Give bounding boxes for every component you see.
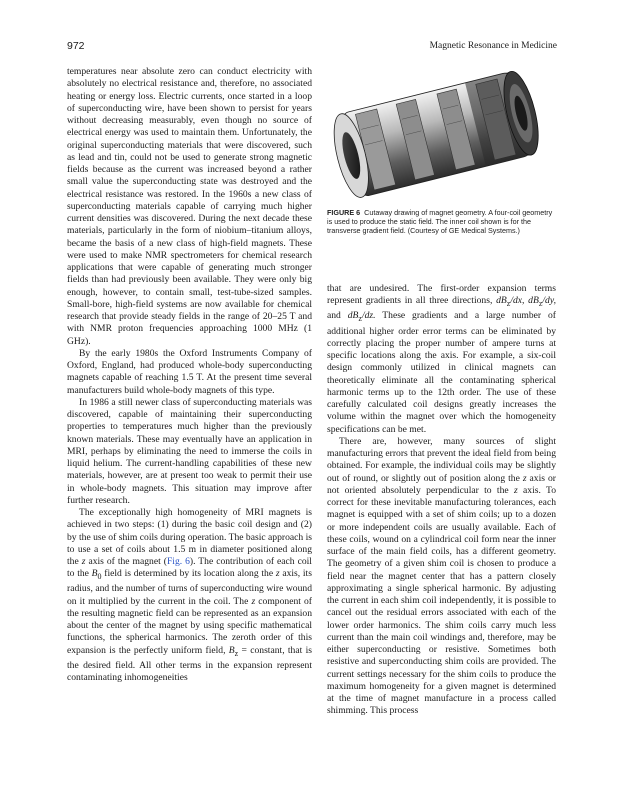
magnet-body bbox=[327, 68, 545, 201]
magnet-cutaway-figure bbox=[327, 60, 556, 205]
paragraph: In 1986 a still newer class of superconducting materials was discovered, capable of maintaining their superconducting properties to temperatures much higher than the previously known materials. These may eventually have an application in MRI, perhaps by eliminating the need to immerse the coils in liquid helium. The current-handling capabilities of these new materials, however, are at present too weak to permit their use in whole-body magnets. This situation may improve after further research. bbox=[67, 396, 312, 506]
right-column bbox=[327, 283, 556, 718]
figure-caption: FIGURE 6 Cutaway drawing of magnet geometry. A four-coil geometry is used to produce the static field. The inner coil shown is for the transverse gradient field. (Courtesy of GE Medical Systems.) bbox=[327, 208, 553, 236]
paragraph: By the early 1980s the Oxford Instruments Company of Oxford, England, had produced whole-body superconducting magnets capable of reaching 1.5 T. At the present time several manufacturers build whole-body magnets of this type. bbox=[67, 347, 312, 396]
page-number: 972 bbox=[67, 40, 85, 52]
figure-label: FIGURE 6 bbox=[327, 208, 361, 217]
paragraph: There are, however, many sources of slight manufacturing errors that prevent the ideal field from being obtained. For example, the individual coils may be slightly out of round, or slightly out of position along the z axis or not oriented absolutely perpendicular to the z axis. To correct for these inevitable manufacturing tolerances, each magnet is equipped with a set of shim coils; up to a dozen or more independent coils are usually available. Each of these coils, wound on a cylindrical coil form near the inner surface of the main field coils, has a different geometry. The geometry of a given shim coil is chosen to produce a field near the magnet center that has a pattern closely approximating a single spherical harmonic. By adjusting the current in each shim coil independently, it is possible to cancel out the residual errors associated with each of the lower order harmonics. The shim coils carry much less current than the main coil windings and, therefore, may be either superconducting or resistive. Sometimes both resistive and superconducting shim coils are provided. The current settings necessary for the shim coils to produce the maximum homogeneity for a given magnet is determined at the time of magnet manufacture in a process called shimming. This process bbox=[327, 435, 556, 717]
figure-reference-link[interactable]: Fig. 6 bbox=[166, 556, 190, 567]
journal-title: Magnetic Resonance in Medicine bbox=[429, 41, 557, 51]
left-column bbox=[67, 66, 312, 684]
paragraph: The exceptionally high homogeneity of MRI magnets is achieved in two steps: (1) during the basic coil design and (2) by the use of shim coils during operation. The basic approach is to use a set of coils about 1.5 m in diameter positioned along the z axis of the magnet (Fig. 6). The contribution of each coil to the $B_0$ field is determined by its location along the z axis, its radius, and the number of turns of superconducting wire wound on it multiplied by the current in the coil. The z component of the resulting magnetic field can be represented as an expansion about the center of the magnet by using specific mathematical functions, the spherical harmonics. The zeroth order of this expansion is the perfectly uniform field, $B_z$ = constant, that is the desired field. All other terms in the expansion represent contaminating inhomogeneities bbox=[67, 507, 312, 684]
paragraph: that are undesired. The first-order expansion terms represent gradients in all three directions, $dB_z/dx$, $dB_z/dy$, and $dB_z/dz$. These gradients and a large number of additional higher order error terms can be eliminated by correctly placing the proper number of ampere turns at specific locations along the axis. For example, a six-coil design commonly utilized in clinical magnets can theoretically eliminate all the contaminating spherical harmonic terms up to the 12th order. The use of these carefully calculated coil designs greatly increases the volume within the magnet over which the homogeneity specifications can be met. bbox=[327, 283, 556, 435]
paragraph: temperatures near absolute zero can conduct electricity with absolutely no electrical resistance and, therefore, no associated heating or energy loss. Electric currents, once started in a loop of superconducting wire, have been shown to persist for years without decreasing measurably, even though no source of electrical energy was used to maintain them. Unfortunately, the original superconducting materials that were discovered, such as lead and tin, could not be used to generate strong magnetic fields because as the current was increased beyond a rather small value the superconducting state was destroyed and the electrical resistance was restored. In the 1960s a new class of superconducting materials capable of carrying much higher current densities was discovered. During the next decade these materials, particularly in the form of niobium–titanium alloys, became the basis of a new class of high-field magnets. These were used to make NMR spectrometers for chemical research applications that were capable of generating much stronger fields than had previously been available. They were only big enough, however, to contain small, test-tube-sized samples. Small-bore, high-field systems are now available for chemical research that provide steady fields in the range of 20–25 T and with NMR proton frequencies approaching 1000 MHz (1 GHz). bbox=[67, 66, 312, 347]
